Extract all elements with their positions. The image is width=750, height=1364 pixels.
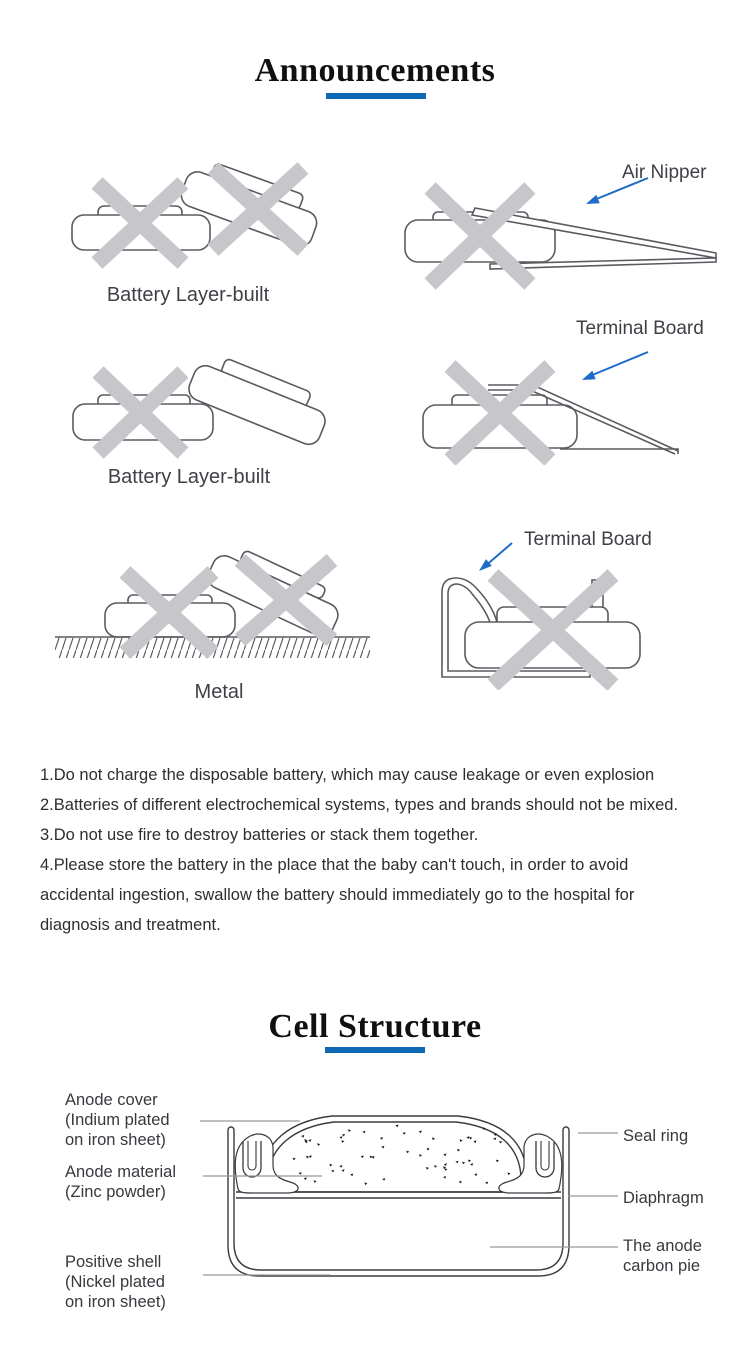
warning-line: accidental ingestion, swallow the battery should immediately go to the hospital for — [40, 886, 635, 904]
label-seal-ring: Seal ring — [623, 1127, 689, 1145]
label-diaphragm: Diaphragm — [623, 1189, 704, 1207]
title-underline-announcements — [326, 93, 426, 99]
caption-metal: Metal — [194, 681, 244, 703]
title-underline-cell-structure — [325, 1047, 425, 1053]
figure-battery-stack-2 — [55, 345, 355, 470]
warning-line: 1.Do not charge the disposable battery, which may cause leakage or even explosion — [40, 766, 655, 784]
warning-line: diagnosis and treatment. — [40, 916, 221, 934]
label-anode-cover: Anode cover (Indium plated on iron sheet) — [65, 1091, 170, 1149]
label-positive-shell: Positive shell (Nickel plated on iron sheet) — [65, 1253, 166, 1311]
caption-battery-layer-built-1: Battery Layer-built — [106, 284, 270, 306]
annotation-air-nipper: Air Nipper — [622, 162, 707, 183]
figure-battery-stack-1 — [55, 150, 355, 300]
warning-line: 3.Do not use fire to destroy batteries or stack them together. — [40, 826, 479, 844]
caption-battery-layer-built-2: Battery Layer-built — [107, 466, 271, 488]
annotation-terminal-board-2: Terminal Board — [524, 529, 652, 550]
label-anode-carbon-pie: The anode carbon pie — [623, 1237, 702, 1275]
pointer-arrow-icon — [582, 352, 648, 380]
page-title-cell-structure: Cell Structure — [268, 1008, 482, 1045]
annotation-terminal-board-1: Terminal Board — [576, 318, 704, 339]
figure-metal — [48, 545, 378, 680]
pointer-arrow-icon — [479, 543, 512, 571]
warning-line: 4.Please store the battery in the place that the baby can't touch, in order to avoid — [40, 856, 629, 874]
warnings-list — [40, 760, 730, 940]
label-anode-material: Anode material (Zinc powder) — [65, 1163, 176, 1201]
anode-cover-shape — [262, 1116, 527, 1192]
warning-line: 2.Batteries of different electrochemical systems, types and brands should not be mixed. — [40, 796, 679, 814]
page-title-announcements: Announcements — [254, 52, 496, 89]
figure-terminal-board-wedge — [400, 340, 750, 465]
